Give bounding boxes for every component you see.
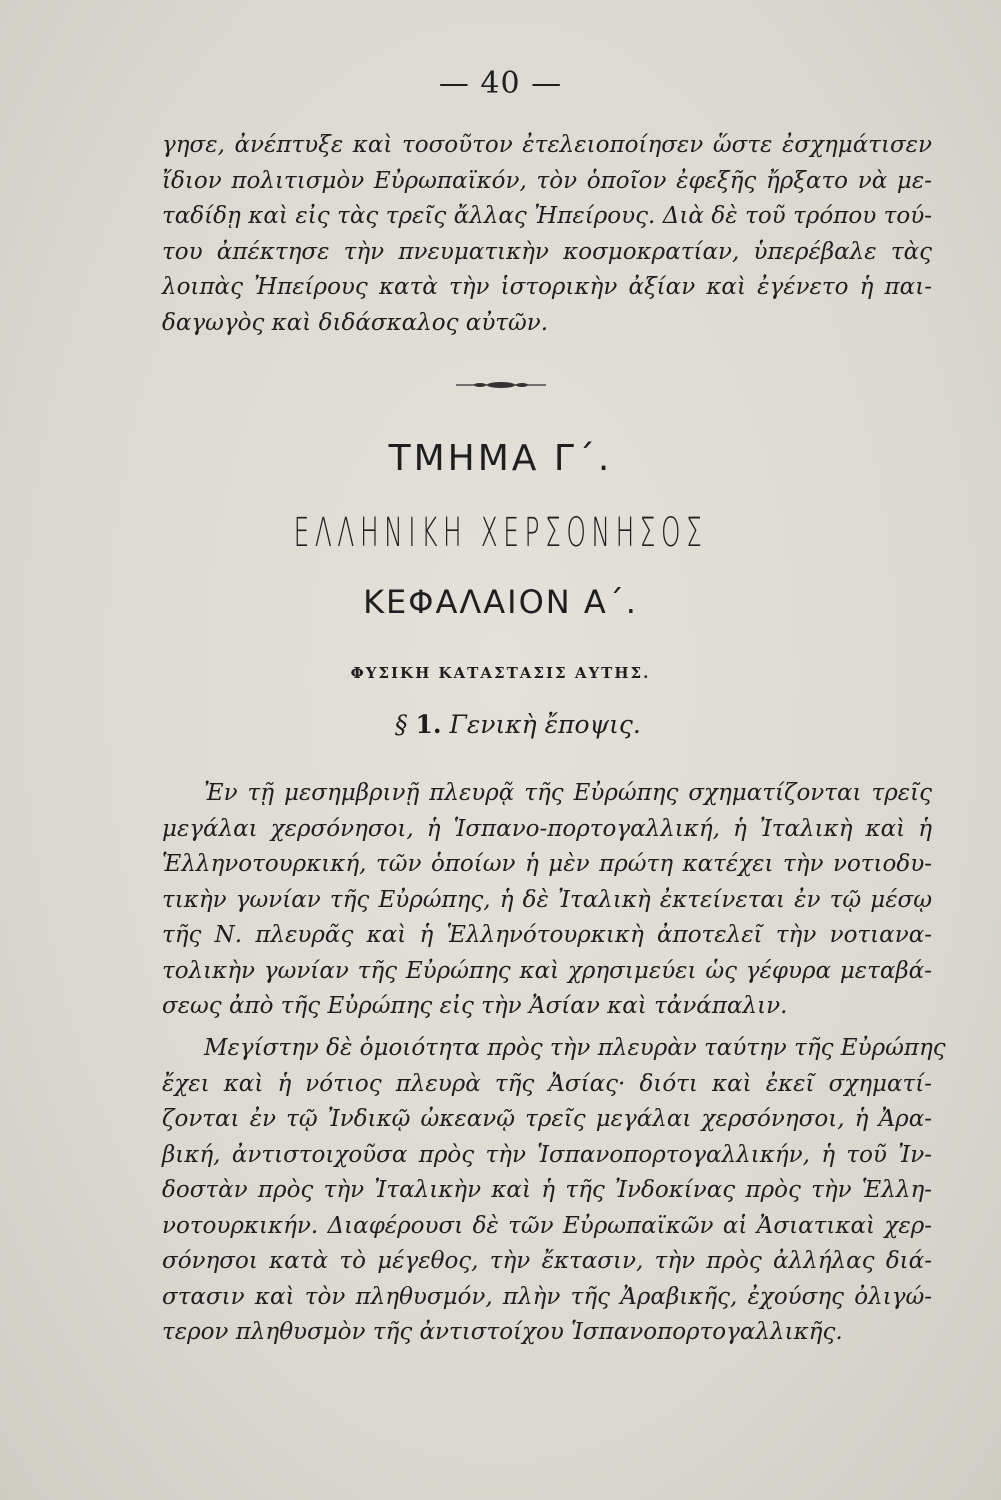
text-line: του ἀπέκτησε τὴν πνευματικὴν κοσμοκρατίαν, ὑπερέβαλε τὰς	[162, 238, 932, 265]
text-line: ἴδιον πολιτισμὸν Εὐρωπαϊκόν, τὸν ὁποῖον ἐφεξῆς ἤρξατο νὰ με-	[162, 167, 932, 194]
ornament-rule-icon	[456, 380, 546, 390]
text-line: ἔχει καὶ ἡ νότιος πλευρὰ τῆς Ἀσίας· διότι καὶ ἐκεῖ σχηματί-	[162, 1070, 932, 1097]
text-line: Ἑλληνοτουρκική, τῶν ὁποίων ἡ μὲν πρώτη κατέχει τὴν νοτιοδυ-	[162, 851, 932, 877]
section-mark	[395, 710, 641, 739]
paragraph-1	[162, 776, 932, 1025]
chapter-subtitle: ΦΥΣΙΚΗ ΚΑΤΑΣΤΑΣΙΣ ΑΥΤΗΣ.	[350, 664, 651, 682]
divider-ornament	[0, 380, 1001, 390]
text-line: λοιπὰς Ἠπείρους κατὰ τὴν ἱστορικὴν ἀξίαν καὶ ἐγένετο ἡ παι-	[162, 274, 932, 300]
text-line: ζονται ἐν τῷ Ἰνδικῷ ὠκεανῷ τρεῖς μεγάλαι χερσόνησοι, ἡ Ἀρα-	[162, 1106, 932, 1132]
section-title: Γενικὴ ἔποψις.	[449, 710, 641, 739]
section-heading: ΤΜΗΜΑ Γ΄.	[388, 438, 613, 479]
intro-paragraph	[162, 128, 932, 341]
text-line: τικὴν γωνίαν τῆς Εὐρώπης, ἡ δὲ Ἰταλικὴ ἐκτείνεται ἐν τῷ μέσῳ	[162, 886, 932, 913]
text-line: γησε, ἀνέπτυξε καὶ τοσοῦτον ἐτελειοποίησεν ὥστε ἐσχημάτισεν	[162, 132, 932, 158]
paragraph-2	[162, 1031, 946, 1351]
text-line: νοτουρκικήν. Διαφέρουσι δὲ τῶν Εὐρωπαϊκῶν αἱ Ἀσιατικαὶ χερ-	[162, 1212, 932, 1239]
text-line: δοστὰν πρὸς τὴν Ἰταλικὴν καὶ ἡ τῆς Ἰνδοκίνας πρὸς τὴν Ἑλλη-	[162, 1177, 932, 1203]
section-symbol: §	[395, 710, 408, 739]
page-number: — 40 —	[438, 66, 563, 101]
text-line: στασιν καὶ τὸν πληθυσμόν, πλὴν τῆς Ἀραβικῆς, ἐχούσης ὀλιγώ-	[162, 1283, 932, 1310]
text-line: Ἐν τῇ μεσημβρινῇ πλευρᾷ τῆς Εὐρώπης σχηματίζονται τρεῖς	[204, 780, 932, 806]
text-line: τολικὴν γωνίαν τῆς Εὐρώπης καὶ χρησιμεύει ὡς γέφυρα μεταβά-	[162, 957, 932, 984]
text-line: τῆς Ν. πλευρᾶς καὶ ἡ Ἑλληνότουρκικὴ ἀποτελεῖ τὴν νοτιανα-	[162, 922, 932, 948]
text-line: σόνησοι κατὰ τὸ μέγεθος, τὴν ἔκτασιν, τὴν πρὸς ἀλλήλας διά-	[162, 1248, 932, 1274]
section-number: 1.	[415, 710, 442, 739]
chapter-heading: ΚΕΦΑΛΑΙΟΝ Α΄.	[363, 583, 638, 621]
text-line: ταδίδῃ καὶ εἰς τὰς τρεῖς ἄλλας Ἠπείρους. Διὰ δὲ τοῦ τρόπου τού-	[162, 203, 932, 229]
text-line: δαγωγὸς καὶ διδάσκαλος αὐτῶν.	[162, 309, 549, 336]
text-line: βική, ἀντιστοιχοῦσα πρὸς τὴν Ἱσπανοπορτογαλλικήν, ἡ τοῦ Ἰν-	[162, 1141, 932, 1168]
text-line: τερον πληθυσμὸν τῆς ἀντιστοίχου Ἱσπανοπορτογαλλικῆς.	[162, 1319, 843, 1345]
text-line: μεγάλαι χερσόνησοι, ἡ Ἱσπανο-πορτογαλλική, ἡ Ἰταλικὴ καὶ ἡ	[162, 815, 932, 842]
text-line: Μεγίστην δὲ ὁμοιότητα πρὸς τὴν πλευρὰν ταύτην τῆς Εὐρώπης	[204, 1035, 946, 1061]
peninsula-title: ΕΛΛΗΝΙΚΗ ΧΕΡΣΟΝΗΣΟΣ	[293, 510, 708, 556]
text-line: σεως ἀπὸ τῆς Εὐρώπης εἰς τὴν Ἀσίαν καὶ τἀνάπαλιν.	[162, 993, 788, 1019]
